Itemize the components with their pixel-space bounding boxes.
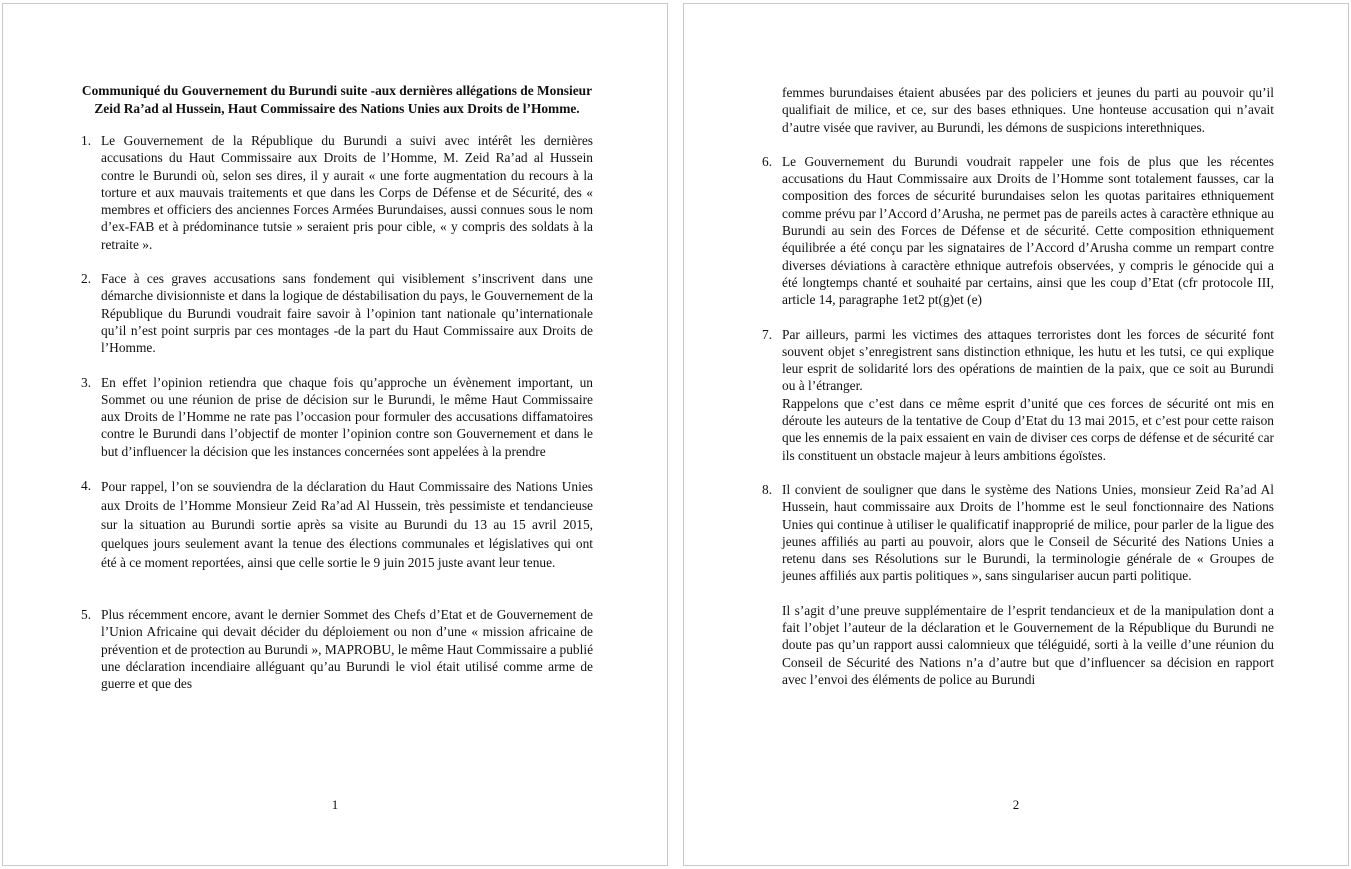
item-text-part-2: Rappelons que c’est dans ce même esprit d’unité que ces forces de sécurité ont mis en déroute les auteurs de la tentative de Coup d’Etat du 13 mai 2015, et c’est pour cette raison que les ennemis de la paix essaient en vain de diviser ces corps de défense et de sécurité car ils constituent un obstacle majeur à leurs ambitions égoïstes. [782, 395, 1274, 463]
continued-paragraph: femmes burundaises étaient abusées par des policiers et jeunes du parti au pouvoir qu’il qualifiait de milice, et ce, sur des bases ethniques. Une honteuse accusation qui n’avait d’autre visée que raviver, au Burundi, les démons de suspicions interethniques. [782, 85, 1274, 135]
item-text: Il convient de souligner que dans le système des Nations Unies, monsieur Zeid Ra’ad Al Hussein, haut commissaire aux Droits de l’homme est le seul fonctionnaire des Nations Unies qui continue à utiliser le qualificatif inapproprié de milice, pour parler de la ligue des jeunes affiliés au parti au pouvoir, alors que le Conseil de Sécurité des Nations Unies a retenu dans ses Résolutions sur le Burundi, la terminologie générale de « Groupes de jeunes affiliés aux partis politiques », sans singulariser aucun parti politique. [782, 481, 1274, 584]
item-text: Plus récemment encore, avant le dernier Sommet des Chefs d’Etat et de Gouvernement de l’Union Africaine qui devait décider du déploiement ou non d’une « mission africaine de prévention et de protection au Burundi », MAPROBU, le même Haut Commissaire a publié une déclaration incendiaire alléguant qu’au Burundi le viol était utilisé comme arme de guerre et que des [101, 607, 594, 692]
item-number: 8. [762, 481, 773, 497]
item-text: Le Gouvernement de la République du Burundi a suivi avec intérêt les dernières accusations du Haut Commissaire aux Droits de l’Homme, M. Zeid Ra’ad al Hussein contre le Burundi où, selon ses dires, il y aurait « une forte augmentation du recours à la torture et aux mauvais traitements et que dans les Corps de Défense et de Sécurité, des « membres et officiers des anciennes Forces Armées Burundaises, aussi connues sous le nom d’ex-FAB et à prédominance tutsie » seraient pris pour cible, « y compris des soldats à la retraite ». [101, 133, 593, 252]
item-text: Le Gouvernement du Burundi voudrait rappeler une fois de plus que les récentes accusations du Haut Commissaire aux Droits de l’Homme sont totalement fausses, car la composition des forces de sécurité burundaises selon les quotas paritaires ethniquement comme prévu par l’Accord d’Arusha, ne permet pas de pareils actes à caractère ethnique au Burundi au sein des Forces de Défense et de sécurité. Cette composition ethniquement équilibrée a été conçu par les signataires de l’Accord d’Arusha comme un rempart contre diverses déviations à caractère ethnique autrefois observées, y compris le génocide qui a été longtemps chanté et souhaité par certains, ainsi que les coup d’Etat (cfr protocole III, article 14, paragraphe 1et2 pt(g)et (e) [782, 153, 1274, 308]
list-item [762, 326, 1274, 464]
item-number: 2. [81, 271, 92, 287]
list-item [81, 132, 593, 253]
list-item [762, 481, 1274, 585]
item-number: 6. [762, 153, 773, 169]
list-item [762, 153, 1274, 309]
list-item [81, 270, 593, 356]
closing-paragraph: Il s’agit d’une preuve supplémentaire de l’esprit tendancieux et de la manipulation dont a fait l’objet l’auteur de la déclaration et le Gouvernement de la République du Burundi ne doute pas qu’un rapport aussi calomnieux que téléguidé, sorti à la veille d’une réunion du Conseil de Sécurité des Nations n’a d’autre but que d’influencer sa décision en rapport avec l’envoi des éléments de police au Burundi [782, 602, 1274, 687]
page-number: 2 [1012, 797, 1020, 812]
item-text: Pour rappel, l’on se souviendra de la déclaration du Haut Commissaire des Nations Unies aux Droits de l’Homme Monsieur Zeid Ra’ad Al Hussein, très pessimiste et tendancieuse sur la situation au Burundi sortie après sa visite au Burundi du 13 au 15 avril 2015, quelques jours seulement avant la tenue des élections communales et législatives qui ont été à ce moment reportées, ainsi que celle sortie le 9 juin 2015 juste avant leur tenue. [101, 479, 593, 571]
page-2-content [762, 84, 1274, 688]
item-number: 3. [81, 374, 92, 390]
item-text: Face à ces graves accusations sans fondement qui visiblement s’inscrivent dans une démarche divisionniste et dans la logique de déstabilisation du pays, le Gouvernement de la République du Burundi voudrait faire savoir à l’opinion tant nationale qu’internationale qu’il n’est point surpris par ces montages -de la part du Haut Commissaire aux Droits de l’Homme. [101, 271, 593, 356]
item-number: 4. [81, 478, 92, 494]
list-item [81, 606, 593, 692]
page-number: 1 [331, 797, 339, 812]
page-1-content [81, 82, 593, 693]
list-item [81, 477, 593, 572]
item-number: 5. [81, 607, 92, 623]
list-item [81, 374, 593, 460]
item-text: En effet l’opinion retiendra que chaque fois qu’approche un évènement important, un Sommet ou une réunion de prise de décision sur le Burundi, le même Haut Commissaire aux Droits de l’Homme ne rate pas l’occasion pour formuler des accusations diffamatoires contre le Burundi dans l’objectif de monter l’opinion contre son Gouvernement et dans le but d’influencer la décision que les instances concernées sont appelées à la prendre [101, 374, 593, 459]
document-title: Communiqué du Gouvernement du Burundi suite -aux dernières allégations de Monsieur Zeid Ra’ad al Hussein, Haut Commissaire des Nations Unies aux Droits de l’Homme. [81, 83, 593, 116]
item-text-part-1: Par ailleurs, parmi les victimes des attaques terroristes dont les forces de sécurité font souvent objet s’enregistrent sans distinction ethnique, les hutu et les tutsi, ce qui explique leur esprit de solidarité lors des opérations de maintien de la paix, que ce soit au Burundi ou à l’étranger. [782, 326, 1274, 394]
item-number: 1. [81, 133, 92, 148]
document-page-1 [2, 3, 668, 866]
item-number: 7. [762, 326, 773, 342]
document-page-2 [683, 3, 1349, 866]
item-text [782, 326, 1274, 464]
